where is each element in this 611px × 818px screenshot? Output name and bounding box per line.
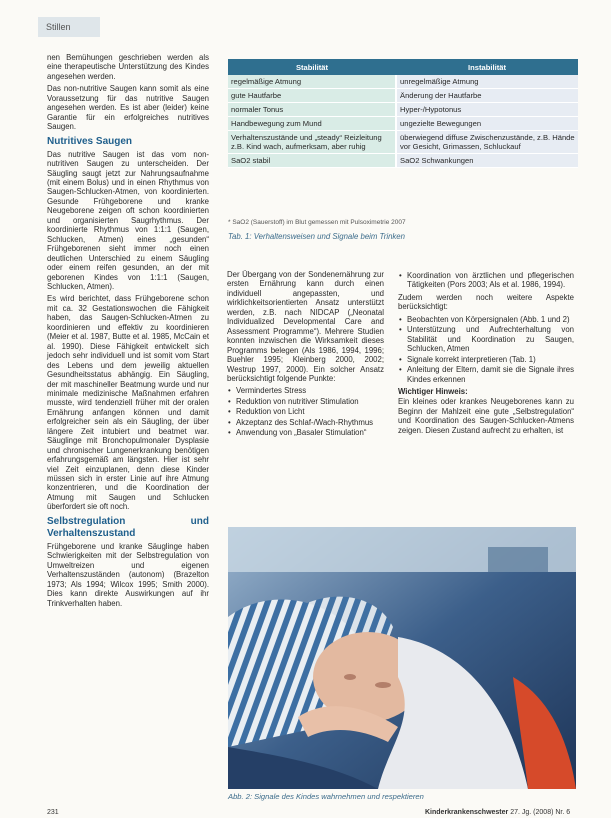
table-cell: gute Hautfarbe (228, 89, 396, 103)
behavior-table (228, 59, 578, 168)
journal-name: Kinderkrankenschwester (425, 809, 509, 816)
list-item: • Beobachten von Körpersignalen (Abb. 1 und 2) (398, 315, 574, 324)
list-item: • Reduktion von Licht (227, 407, 384, 416)
table-cell: überwiegend diffuse Zwischenzustände, z.B. Hände vor Gesicht, Grimassen, Schluckauf (396, 131, 578, 154)
table-row (228, 154, 578, 168)
figure-caption: Abb. 2: Signale des Kindes wahrnehmen und respektieren (228, 792, 424, 801)
table-row (228, 103, 578, 117)
paragraph: Ein kleines oder krankes Neugeborenes kann zu Beginn der Mahlzeit eine gute „Selbstregulation“ und Koordination des Saugen-Schlucken-Atmens zeigen. Diesen Zustand aufrecht zu erhalten, ist (398, 397, 574, 435)
bullet-list (398, 315, 574, 384)
table-cell: SaO2 stabil (228, 154, 396, 168)
table-cell: unregelmäßige Atmung (396, 75, 578, 89)
list-item: • Anwendung von „Basaler Stimulation“ (227, 428, 384, 437)
infant-photo (228, 527, 576, 789)
section-heading: Selbstregulation und Verhaltenszustand (47, 515, 209, 539)
table-caption: Tab. 1: Verhaltensweisen und Signale beim Trinken (228, 232, 405, 241)
table-cell: ungezielte Bewegungen (396, 117, 578, 131)
table-cell: Hyper-/Hypotonus (396, 103, 578, 117)
journal-footer (425, 809, 570, 816)
paragraph: Frühgeborene und kranke Säuglinge haben Schwierigkeiten mit der Selbstregulation von Umweltreizen und eigenen Verhaltenszuständen (autonom) (Brazelton 1973; Als 1994; Wilcox 1995; Smith 2000). Dies kann direkte Auswirkungen auf ihr Trinkverhalten haben. (47, 541, 209, 608)
hint-title: Wichtiger Hinweis: (398, 386, 468, 396)
list-item: • Unterstützung und Aufrechterhaltung von Stabilität und Koordination zu Saugen, Schlucken, Atmen (398, 325, 574, 353)
column-middle (227, 270, 384, 441)
table-row (228, 131, 578, 154)
list-item: • Akzeptanz des Schlaf-/Wach-Rhythmus (227, 418, 384, 427)
list-item: • Reduktion von nutritiver Stimulation (227, 397, 384, 406)
table-cell: Änderung der Hautfarbe (396, 89, 578, 103)
list-item: • Anleitung der Eltern, damit sie die Signale ihres Kindes erkennen (398, 365, 574, 384)
column-right (398, 270, 574, 438)
column-left (47, 53, 209, 611)
table-cell: Verhaltenszustände und „steady“ Reizleitung z.B. Kind wach, aufmerksam, aber ruhig (228, 131, 396, 154)
bullet-list (398, 271, 574, 290)
paragraph: Der Übergang von der Sondenernährung zur ersten Ernährung kann durch einen individuell angepassten, und wirklichkeitsorientierten Ansatz unterstützt werden, z.B. nach NIDCAP („Neonatal Individualized Developmental Care and Assessment Programme“). Mehrere Studien konnten inzwischen die Wirksamkeit dieses Programms belegen (Als 1986, 1994, 1996; Buehler 1995; Kleinberg 2000, 2002; Westrup 1997, 2000). Ein solcher Ansatz berücksichtigt folgende Punkte: (227, 270, 384, 383)
page-number: 231 (47, 809, 59, 816)
paragraph: Das nutritive Saugen ist das vom non-nutritiven Saugen zu unterscheiden. Der Säugling saugt jetzt zur Nahrungsaufnahme (mit einem Bolus) und in einen Rhythmus von Saugen-Schlucken-Atmen, von koordinierten. Gesunde Frühgeborene und kranke Neugeborene zeigen oft schon koordinierten und organisierten Saugrhythmus. Der koordinierte Rhythmus von 1:1:1 (Saugen, Schlucken, Atmen) eines „gesunden“ Frühgeborenen sieht immer noch einen deutlichen Unterschied zu einem Säugling oder einem reifen gesunden, an der mit geborenen Kindes von 1:1:1 (Saugen, Schlucken, Atmen). (47, 149, 209, 291)
paragraph: Zudem werden noch weitere Aspekte berücksichtigt: (398, 292, 574, 312)
table-header-stable: Stabilität (228, 59, 396, 75)
table-header-unstable: Instabilität (396, 59, 578, 75)
section-heading: Nutritives Saugen (47, 135, 133, 147)
infant-photo-illustration (228, 527, 576, 789)
table-row (228, 117, 578, 131)
journal-issue: 27. Jg. (2008) Nr. 6 (510, 809, 571, 816)
section-tab: Stillen (38, 17, 100, 37)
table-cell: regelmäßige Atmung (228, 75, 396, 89)
paragraph: Es wird berichtet, dass Frühgeborene schon mit ca. 32 Gestationswochen die Fähigkeit haben, das Saugen-Schlucken-Atmen zu koordinieren und effektiv zu koordinieren (Meier et al. 1987, Butte et al. 1985, McCain et al. 1990). Diese Fähigkeit entwickelt sich jedoch sehr individuell und ist somit vom Start des Lebens und dem jeweilig aktuellen Gesundheitsstatus abhängig. Ein Säugling, der mit maschineller Beatmung wurde und nur minimale medizinische Maßnahmen erfahren musste, wird tendenziell früher mit der oralen Ernährung anfangen können und damit erfolgreicher sein als ein Säugling, der über längere Zeit intubiert und beatmet war. Säuglinge mit Bronchopulmonaler Dysplasie und chronischer Lungenerkrankung benötigen erfahrungsgemäß am längsten. Hier ist sehr viel Zeit einzuplanen, denn diese Kinder müssen sich in erster Linie auf ihre Atmung konzentrieren, und die Koordination der Atmung mit Saugen und Schlucken überfordert sie oft noch. (47, 294, 209, 512)
paragraph: nen Bemühungen geschrieben werden als eine therapeutische Unterstützung des Kindes angesehen werden. (47, 53, 209, 81)
list-item: • Signale korrekt interpretieren (Tab. 1) (398, 355, 574, 364)
table-footnote: * SaO2 (Sauerstoff) im Blut gemessen mit Pulsoximetrie 2007 (228, 219, 406, 226)
table-row (228, 89, 578, 103)
paragraph: Das non-nutritive Saugen kann somit als eine Voraussetzung für das nutritive Saugen angesehen werden. Es ist aber (leider) keine Garantie für ein erfolgreiches nutritives Saugen. (47, 84, 209, 132)
list-item: • Vermindertes Stress (227, 386, 384, 395)
table-cell: normaler Tonus (228, 103, 396, 117)
list-item: • Koordination von ärztlichen und pflegerischen Tätigkeiten (Pors 2003; Als et al. 1986, 1994). (398, 271, 574, 290)
table-cell: SaO2 Schwankungen (396, 154, 578, 168)
table-cell: Handbewegung zum Mund (228, 117, 396, 131)
table-row (228, 75, 578, 89)
bullet-list (227, 386, 384, 437)
